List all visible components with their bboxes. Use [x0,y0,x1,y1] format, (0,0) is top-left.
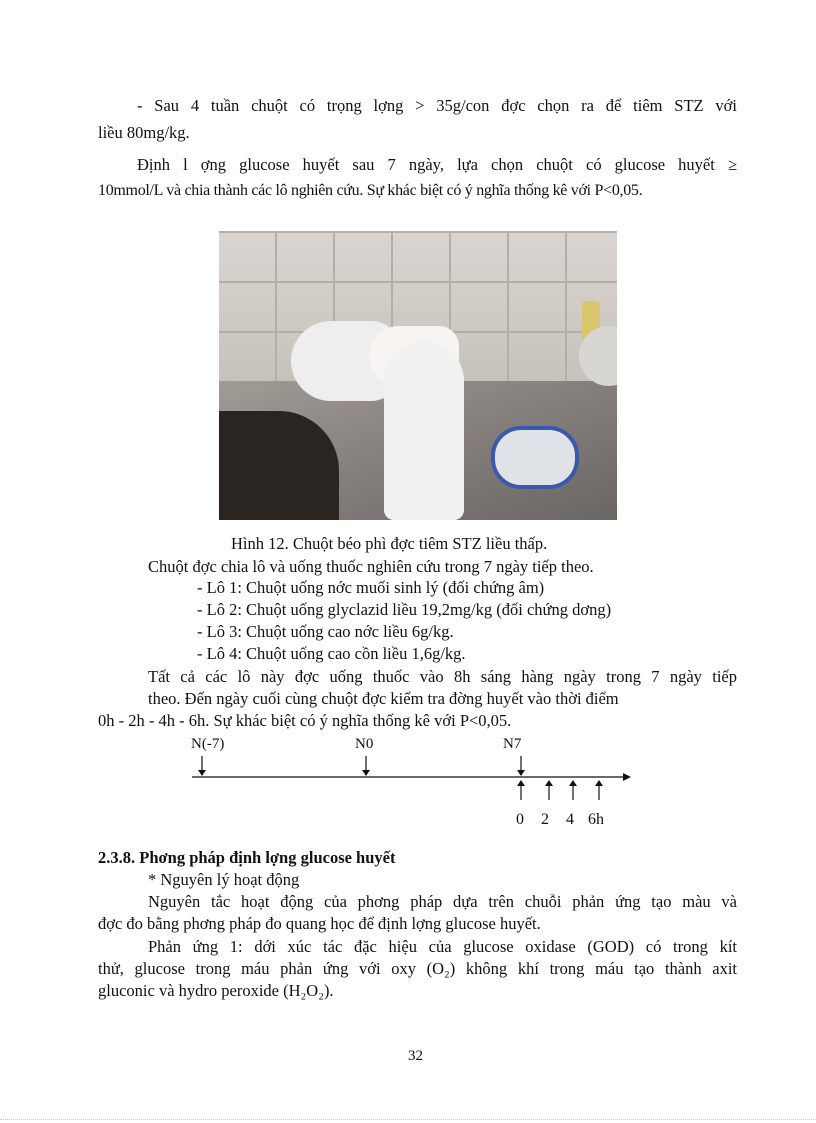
timeline-hour-6: 6h [588,811,604,828]
paragraph-2-line-1: Định l ợng glucose huyết sau 7 ngày, lựa chọn chuột có glucose huyết ≥ [137,155,737,174]
timeline-label-n0: N0 [355,736,374,752]
section-para-2-line-3: gluconic và hydro peroxide (H₂O₂). [98,981,334,1000]
figure-caption: Hình 12. Chuột béo phì đợc tiêm STZ liều thấp. [231,534,548,553]
all-groups-line-1: Tất cả các lô này đợc uống thuốc vào 8h sáng hàng ngày trong 7 ngày tiếp [148,667,737,686]
principle-subheading: * Nguyên lý hoạt động [148,870,300,889]
section-para-2-line-1: Phản ứng 1: dới xúc tác đặc hiệu của glucose oxidase (GOD) có trong kít [148,937,737,956]
section-para-2-line-2: thử, glucose trong máu phản ứng với oxy (O₂) không khí trong máu tạo thành axit [98,959,737,978]
experiment-timeline [180,734,650,834]
timeline-hour-2: 2 [541,811,549,828]
timeline-hour-0: 0 [516,811,524,828]
section-para-1-line-1: Nguyên tắc hoạt động của phơng pháp dựa trên chuỗi phản ứng tạo màu và [148,892,737,911]
group-item-1: - Lô 1: Chuột uống nớc muối sinh lý (đối chứng âm) [197,578,545,597]
group-item-4: - Lô 4: Chuột uống cao cồn liều 1,6g/kg. [197,644,466,663]
timeline-hour-4: 4 [566,811,574,828]
figure-photo [219,231,617,520]
paragraph-1-line-2: liều 80mg/kg. [98,123,190,142]
paragraph-2-line-2: 10mmol/L và chia thành các lô nghiên cứu. Sự khác biệt có ý nghĩa thống kê với P<0,05. [98,182,643,199]
page-number: 32 [408,1048,423,1064]
grouping-intro: Chuột đợc chia lô và uống thuốc nghiên cứu trong 7 ngày tiếp theo. [148,557,594,576]
timeline-label-n-minus-7: N(-7) [191,736,225,752]
section-para-1-line-2: đợc đo bằng phơng pháp đo quang học để định lợng glucose huyết. [98,914,541,933]
group-item-2: - Lô 2: Chuột uống glyclazid liều 19,2mg/kg (đối chứng dơng) [197,600,612,619]
section-heading: 2.3.8. Phơng pháp định lợng glucose huyết [98,848,396,867]
group-item-3: - Lô 3: Chuột uống cao nớc liều 6g/kg. [197,622,454,641]
all-groups-line-2: theo. Đến ngày cuối cùng chuột đợc kiểm tra đờng huyết vào thời điểm [148,689,619,708]
timeline-label-n7: N7 [503,736,522,752]
paragraph-1-line-1: - Sau 4 tuần chuột có trọng lợng > 35g/con đợc chọn ra để tiêm STZ với [137,96,737,115]
all-groups-line-3: 0h - 2h - 4h - 6h. Sự khác biệt có ý nghĩa thống kê với P<0,05. [98,711,512,730]
footer-rule [0,1119,816,1120]
